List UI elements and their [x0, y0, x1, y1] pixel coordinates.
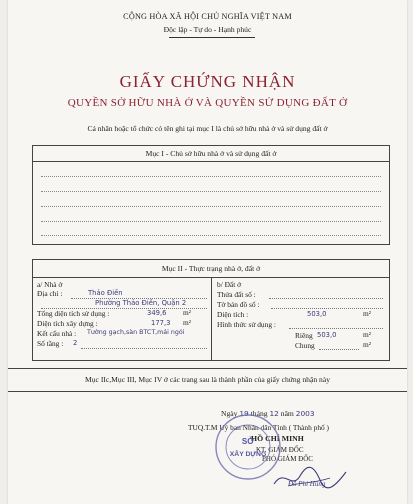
section-property — [32, 259, 390, 361]
section-property-heading: Mục II - Thực trạng nhà ở, đất ở — [33, 260, 389, 278]
owner-line — [41, 235, 381, 236]
deputy-title: PHÓ GIÁM ĐỐC — [262, 455, 313, 463]
built-area-value: 177,3 — [151, 319, 171, 327]
total-area-label: Tổng diện tích sử dụng : — [37, 309, 110, 318]
use-form-label: Hình thức sử dụng : — [217, 320, 276, 329]
handwritten-signature — [270, 462, 350, 496]
fill-line — [269, 298, 383, 299]
floors-label: Số tầng : — [37, 339, 64, 348]
seal-text-1: SỞ — [241, 437, 255, 446]
fill-line — [289, 328, 383, 329]
fill-line — [81, 348, 207, 349]
month-label: tháng — [250, 409, 268, 418]
land-area-value: 503,0 — [307, 310, 327, 318]
built-area-label: Diện tích xây dựng : — [37, 319, 98, 328]
private-label: Riêng — [295, 331, 313, 340]
document-subtitle: QUYỀN SỞ HỮU NHÀ Ở VÀ QUYỀN SỬ DỤNG ĐẤT Ở — [67, 97, 348, 109]
section-owner-heading: Mục I - Chủ sở hữu nhà ở và sử dụng đất ở — [33, 146, 389, 162]
private-area-value: 503,0 — [317, 331, 337, 339]
section-owner — [32, 145, 390, 245]
date-month: 12 — [269, 409, 279, 418]
address-line1: Thảo Điền — [88, 289, 123, 297]
land-label: b/ Đất ở — [217, 280, 242, 289]
structure-label: Kết cấu nhà : — [37, 329, 77, 338]
built-area-unit: m² — [183, 318, 191, 327]
address-line2: Phường Thảo Điền, Quận 2 — [95, 299, 187, 307]
seal-text-2: XÂY DỰNG — [229, 451, 267, 458]
shared-label: Chung — [295, 341, 315, 350]
date-year: 2003 — [295, 409, 315, 418]
national-motto: Độc lập - Tự do - Hạnh phúc — [163, 25, 252, 34]
owner-line — [41, 191, 381, 192]
authority-line: TUQ.T.M Uỷ ban Nhân dân Tỉnh ( Thành phố ) — [188, 423, 330, 432]
document-title: GIẤY CHỨNG NHẬN — [119, 72, 296, 91]
floors-value: 2 — [73, 339, 78, 347]
parcel-label: Thửa đất số : — [217, 290, 256, 299]
year-label: năm — [280, 409, 294, 418]
total-area-unit: m² — [183, 308, 191, 317]
house-label: a/ Nhà ở — [37, 280, 63, 289]
date-prefix: Ngày — [221, 409, 238, 418]
private-area-unit: m² — [363, 330, 371, 339]
continuation-note: Mục IIc,Mục III, Mục IV ở các trang sau là thành phần của giấy chứng nhận này — [8, 368, 407, 392]
address-label: Địa chỉ : — [37, 289, 63, 298]
shared-area-unit: m² — [363, 340, 371, 349]
date-day: 19 — [239, 409, 249, 418]
national-title: CỘNG HÒA XÃ HỘI CHỦ NGHĨA VIỆT NAM — [123, 12, 292, 21]
motto-underline — [169, 37, 255, 38]
total-area-value: 349,6 — [147, 309, 167, 317]
land-area-unit: m² — [363, 309, 371, 318]
signer-name: Đỗ Phi Hùng — [288, 480, 326, 488]
certificate-page — [8, 0, 407, 504]
structure-value: Tường gạch,sàn BTCT,mái ngói — [87, 329, 185, 336]
authority-city: HỒ CHÍ MINH — [251, 434, 304, 443]
owner-line — [41, 176, 381, 177]
land-area-label: Diện tích : — [217, 310, 249, 319]
intro-text: Cá nhân hoặc tổ chức có tên ghi tại mục I là chủ sở hữu nhà ở và sử dụng đất ở — [87, 124, 328, 133]
column-divider — [211, 278, 212, 360]
owner-line — [41, 206, 381, 207]
owner-line — [41, 221, 381, 222]
fill-line — [319, 349, 359, 350]
map-sheet-label: Tờ bản đồ số : — [217, 300, 260, 309]
kt-title: KT. GIÁM ĐỐC — [256, 446, 304, 454]
